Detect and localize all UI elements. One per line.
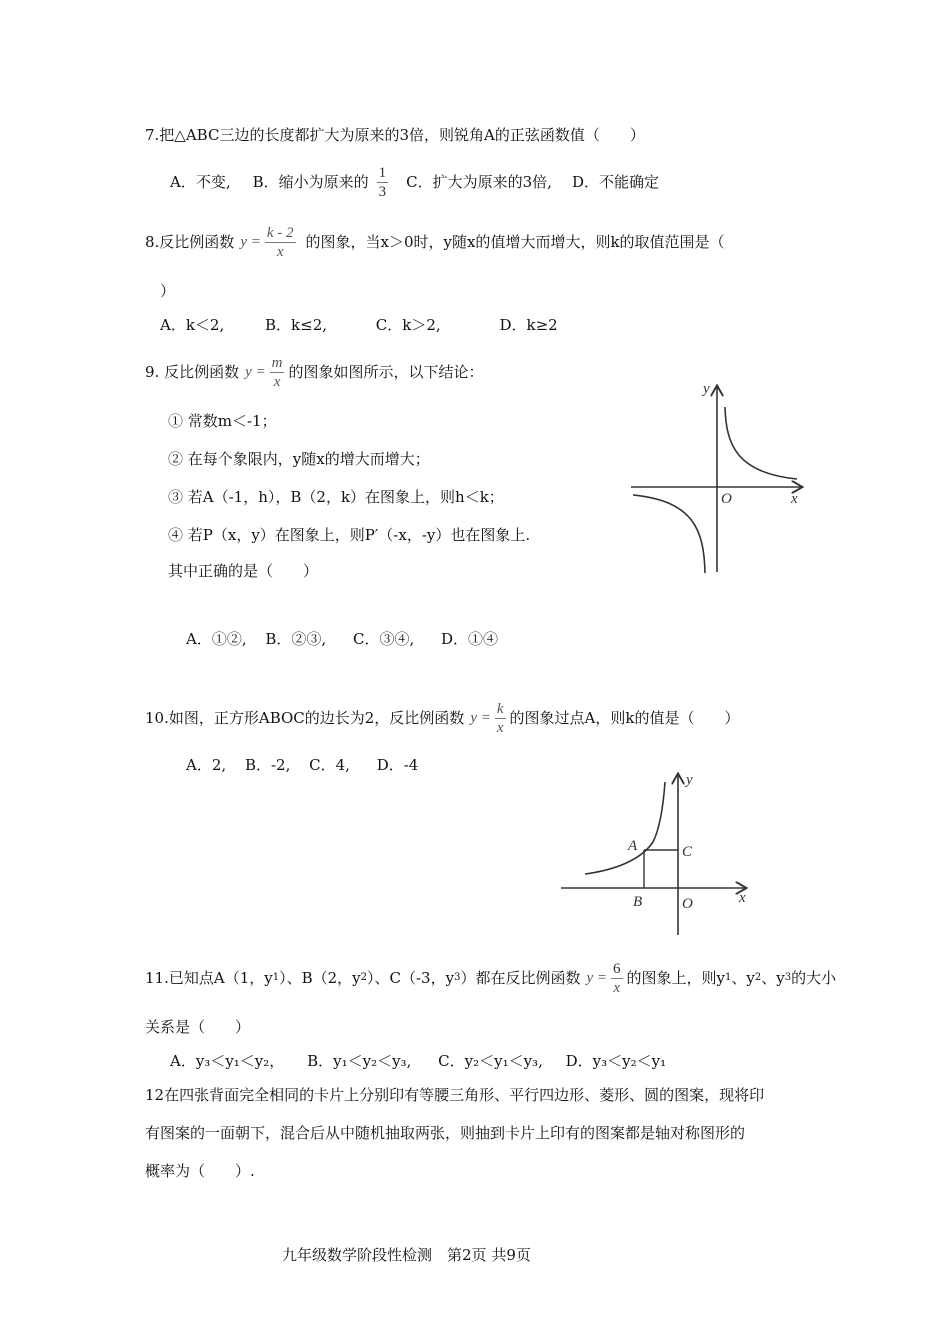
q8-fraction: $\frac{k - 2}{x}$ (266, 224, 294, 260)
q9-option-d: D．①④ (441, 630, 499, 648)
q10-label-c: C (682, 844, 693, 860)
q10-curve (585, 782, 665, 874)
q8-option-a: A．k＜2, (160, 316, 225, 334)
q11-option-c: C．y₂＜y₁＜y₃, (438, 1052, 543, 1070)
q10-option-c: C．4, (309, 756, 350, 774)
q9-options (186, 630, 498, 648)
q10-label-b: B (633, 894, 643, 910)
q9-y-label: y (703, 381, 710, 397)
page-footer: 九年级数学阶段性检测 第2页 共9页 (282, 1246, 531, 1264)
q9-conclusion-1: ① 常数m＜-1； (168, 412, 277, 430)
q9-conclusion-4: ④ 若P（x，y）在图象上，则P′（-x，-y）也在图象上. (168, 526, 531, 544)
q10-options (186, 756, 418, 774)
q7-stem: 7.把△ABC三边的长度都扩大为原来的3倍，则锐角A的正弦函数值（ ） (145, 126, 645, 144)
q8-option-c: C．k＞2, (375, 316, 441, 334)
q12-line-1: 12在四张背面完全相同的卡片上分别印有等腰三角形、平行四边形、菱形、圆的图案，现将印 (145, 1086, 765, 1104)
q10-x-label: x (739, 890, 746, 906)
q11-option-b: B．y₁＜y₂＜y₃, (307, 1052, 412, 1070)
q10-option-d: D．-4 (376, 756, 419, 774)
q9-stem: 9. 反比例函数 y = $\frac{m}{x}$ 的图象如图所示，以下结论： (145, 354, 484, 390)
q12-line-2: 有图案的一面朝下，混合后从中随机抽取两张，则抽到卡片上印有的图案都是轴对称图形的 (145, 1124, 746, 1142)
q11-option-a: A．y₃＜y₁＜y₂， (170, 1052, 285, 1070)
q7-options (170, 160, 659, 204)
q10-square-figure (555, 770, 755, 940)
q8-options (160, 316, 558, 334)
q9-option-c: C．③④, (352, 630, 415, 648)
q9-x-label: x (791, 491, 798, 507)
q7-fraction: $\frac{1}{3}$ (378, 164, 387, 200)
q11-option-d: D．y₃＜y₂＜y₁ (565, 1052, 667, 1070)
q9-ask: 其中正确的是（ ） (168, 562, 319, 580)
q9-curve-quadrant-1 (725, 407, 797, 479)
q9-origin-label: O (721, 491, 732, 507)
q9-hyperbola-figure (625, 375, 815, 580)
q11-stem: 11.已知点A（1，y 1 ）、B（2，y 2 ）、C（-3，y 3 ）都在反比例函数 y = $\frac{6}{x}$ 的图象上，则y 1 、y 2 、y 3 的大小 (145, 960, 837, 996)
q10-option-b: B．-2, (244, 756, 291, 774)
q8-stem: 8.反比例函数 y = $\frac{k - 2}{x}$ 的图象，当x＞0时，y随x的值增大而增大，则k的取值范围是（ (145, 224, 725, 260)
q10-label-a: A (628, 838, 638, 854)
q11-stem-2: 关系是（ ） (145, 1018, 251, 1036)
q9-conclusion-3: ③ 若A（-1，h），B（2，k）在图象上，则h＜k； (168, 488, 504, 506)
q8-option-b: B．k≤2, (265, 316, 328, 334)
q7-option-d: D．不能确定 (571, 173, 659, 191)
q10-origin-label: O (682, 896, 693, 912)
q10-option-a: A．2, (186, 756, 227, 774)
q7-option-a: A．不变, (170, 173, 231, 191)
q11-fraction: $\frac{6}{x}$ (613, 960, 621, 996)
q11-options (170, 1052, 666, 1070)
q8-option-d: D．k≥2 (499, 316, 558, 334)
q9-option-b: B．②③, (265, 630, 327, 648)
q9-conclusion-2: ② 在每个象限内，y随x的增大而增大； (168, 450, 430, 468)
q8-stem-close: ） (160, 282, 176, 300)
q9-fraction: $\frac{m}{x}$ (271, 354, 283, 390)
q10-fraction: $\frac{k}{x}$ (496, 700, 504, 736)
q10-stem: 10.如图，正方形ABOC的边长为2，反比例函数 y = $\frac{k}{x}$ 的图象过点A，则k的值是（ ） (145, 700, 740, 736)
q7-option-c: C．扩大为原来的3倍, (406, 173, 552, 191)
q9-curve-quadrant-3 (633, 495, 705, 573)
q12-line-3: 概率为（ ）. (145, 1162, 255, 1180)
q10-y-label: y (686, 772, 693, 788)
q9-option-a: A．①②, (186, 630, 247, 648)
q7-option-b: B．缩小为原来的 (252, 173, 369, 191)
